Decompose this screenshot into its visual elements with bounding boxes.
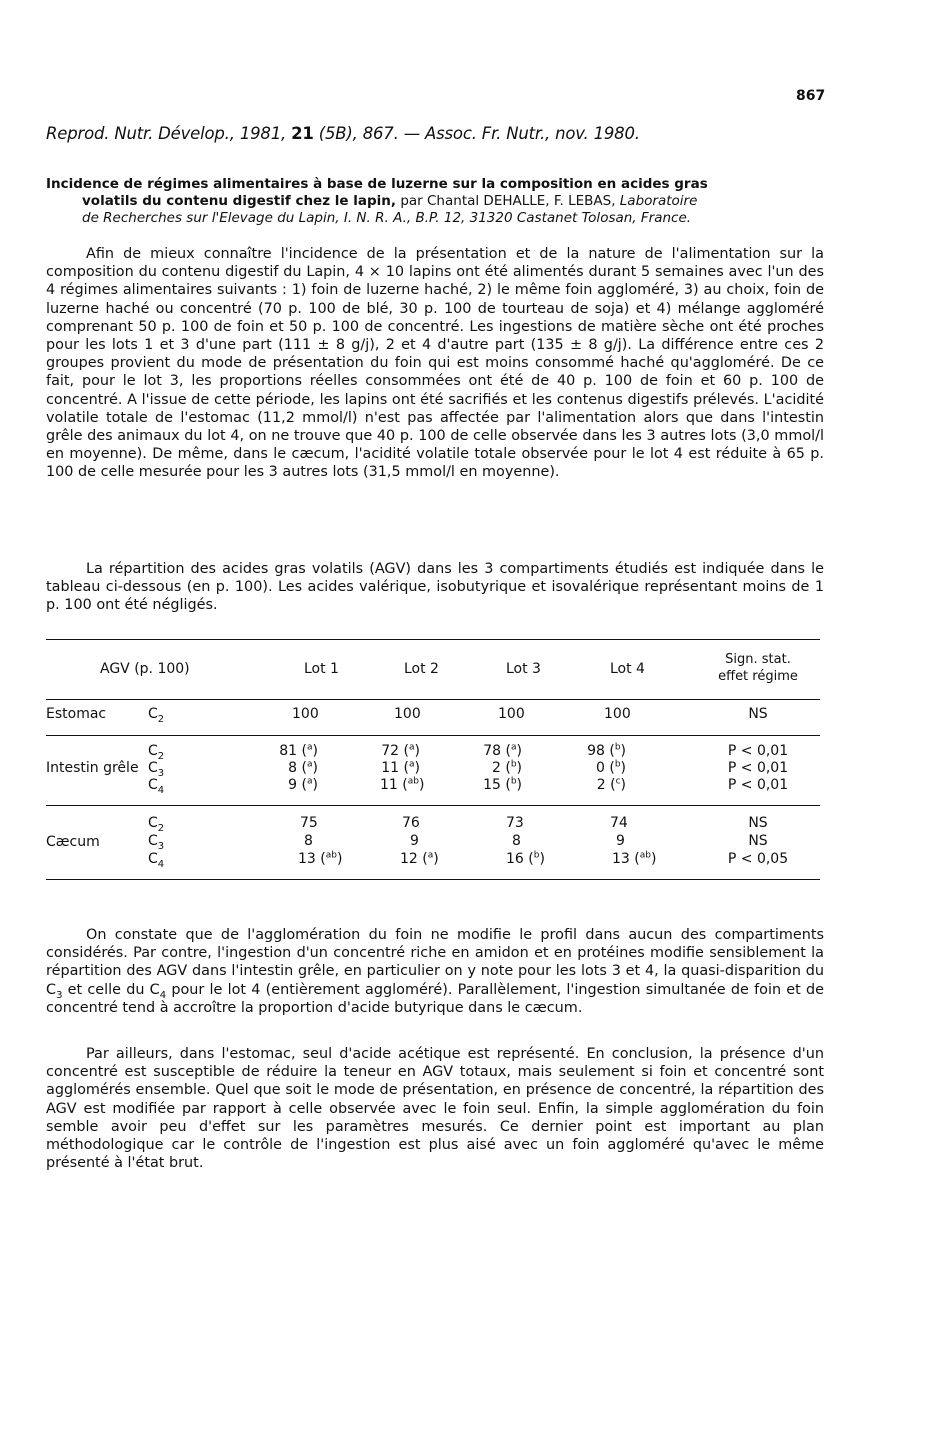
page-number: 867 — [796, 88, 826, 104]
table-rule-top — [46, 639, 820, 640]
cell-value: 8 — [304, 833, 313, 849]
cell-value: 9 — [616, 833, 625, 849]
cell-value: 73 — [506, 815, 524, 831]
cell-value: 74 — [610, 815, 628, 831]
cell-value: 2 ($^c$) — [596, 776, 626, 793]
paragraph-conclusion-text: Par ailleurs, dans l'estomac, seul d'acide acétique est représenté. En conclusion, la présence d'un concentré est susceptible de réduire la teneur en AGV totaux, mais seulement si foin et concentré sont agglomérés ensemble. Quel que soit le mode de présentation, en présence de concentré, la répartition des AGV est modifiée par rapport à celle observée avec le foin seul. Enfin, la simple agglomération du foin semble avoir peu d'effet sur les paramètres mesurés. Ce dernier point est important au plan méthodologique car le contrôle de l'ingestion est plus aisé avec un foin aggloméré qu'avec le même présenté à l'état brut. — [46, 1046, 824, 1172]
cell-value: 75 — [300, 815, 318, 831]
cell-value: 15 ($^b$) — [483, 776, 522, 793]
affiliation-lead: Laboratoire — [615, 193, 698, 209]
cell-stat: P < 0,05 — [727, 851, 789, 867]
acid-label: $C_3$ — [148, 760, 165, 779]
cell-value: 8 — [512, 833, 521, 849]
cell-value: 98 ($^b$) — [587, 742, 626, 759]
article-title-end: volatils du contenu digestif chez le lapin, — [82, 193, 397, 209]
journal-volume: 21 — [291, 124, 314, 143]
table-rule-header — [46, 699, 820, 700]
acid-label: $C_2$ — [148, 815, 165, 834]
journal-year: 1981, — [239, 124, 287, 143]
header-lot2: Lot 2 — [404, 661, 439, 677]
row-label-estomac: Estomac — [46, 706, 107, 722]
paragraph-conclusion — [46, 1045, 824, 1172]
paragraph-intro — [46, 245, 824, 482]
agv-table — [46, 639, 820, 881]
cell-value: 9 ($^a$) — [288, 776, 318, 793]
article-title-line1: Incidence de régimes alimentaires à base de luzerne sur la composition en acides gras — [46, 176, 708, 192]
paragraph-findings: On constate que de l'agglomération du foin ne modifie le profil dans aucun des compartiments considérés. Par contre, l'ingestion d'un concentré riche en amidon et en protéines modifie sensiblement la répartition des AGV dans l'intestin grêle, en particulier on y note pour les lots 3 et 4, la quasi-disparition du $C_3$ et celle du $C_4$ pour le lot 4 (entièrement aggloméré). Parallèlement, l'ingestion simultanée de foin et de concentré tend à accroître la proportion d'acide butyrique dans le cæcum. — [46, 927, 824, 1016]
header-stat-line2: effet régime — [718, 669, 798, 684]
journal-citation — [46, 124, 640, 143]
header-lot1: Lot 1 — [304, 661, 339, 677]
journal-issue-pages: (5B), 867. — Assoc. Fr. Nutr., nov. 1980. — [318, 124, 640, 143]
cell-stat: P < 0,01 — [727, 777, 789, 793]
journal-name: Reprod. Nutr. Dévelop., — [46, 124, 235, 143]
cell-value: 11 ($^{ab}$) — [380, 776, 425, 793]
paragraph-agv — [46, 560, 824, 615]
cell-value: 78 ($^a$) — [483, 742, 522, 759]
table-rule-estomac — [46, 735, 820, 736]
acid-label: $C_2$ — [148, 743, 165, 762]
cell-stat: P < 0,01 — [727, 760, 789, 776]
cell-value: 9 — [410, 833, 419, 849]
cell-value: 16 ($^b$) — [506, 850, 545, 867]
cell-value: 100 — [604, 706, 631, 722]
header-lot3: Lot 3 — [506, 661, 541, 677]
acid-label: $C_4$ — [148, 777, 165, 796]
paragraph-intro-text: Afin de mieux connaître l'incidence de la présentation et de la nature de l'alimentation sur la composition du contenu digestif du Lapin, 4 × 10 lapins ont été alimentés durant 5 semaines avec l'un des 4 régimes alimentaires suivants : 1) foin de luzerne haché, 2) le même foin aggloméré, 3) au choix, foin de luzerne haché ou concentré (70 p. 100 de blé, 30 p. 100 de tourteau de soja) et 4) mélange aggloméré comprenant 50 p. 100 de foin et 50 p. 100 de concentré. Les ingestions de matière sèche ont été proches pour les lots 1 et 3 d'une part (111 ± 8 g/j), 2 et 4 d'autre part (135 ± 8 g/j). La différence entre ces 2 groupes provient du mode de présentation du foin qui est moins consommé haché qu'aggloméré. De ce fait, pour le lot 3, les proportions réelles consommées ont été de 40 p. 100 de foin et 60 p. 100 de concentré. A l'issue de cette période, les lapins ont été sacrifiés et les contenus digestifs prélevés. L'acidité volatile totale de l'estomac (11,2 mmol/l) n'est pas affectée par l'alimentation alors que dans l'intestin grêle des animaux du lot 4, on ne trouve que 40 p. 100 de celle observée dans les 3 autres lots (3,0 mmol/l en moyenne). De même, dans le cæcum, l'acidité volatile totale observée pour le lot 4 est réduite à 65 p. 100 de celle mesurée pour les 3 autres lots (31,5 mmol/l en moyenne). — [46, 246, 824, 481]
authors: par Chantal DEHALLE, F. LEBAS, — [396, 193, 616, 209]
cell-value: 81 ($^a$) — [279, 742, 318, 759]
paragraph-agv-text: La répartition des acides gras volatils (AGV) dans les 3 compartiments étudiés est indiquée dans le tableau ci-dessous (en p. 100). Les acides valérique, isobutyrique et isovalérique représentant moins de 1 p. 100 ont été négligés. — [46, 561, 824, 614]
cell-value: 0 ($^b$) — [595, 759, 626, 776]
cell-value: 100 — [394, 706, 421, 722]
cell-stat: NS — [748, 706, 768, 722]
cell-value: 100 — [498, 706, 525, 722]
acid-label: $C_3$ — [148, 833, 165, 852]
cell-value: 13 ($^{ab}$) — [612, 850, 657, 867]
acid-label: $C_4$ — [148, 851, 165, 870]
cell-stat: P < 0,01 — [727, 743, 789, 759]
cell-value: 2 ($^b$) — [491, 759, 522, 776]
header-lot4: Lot 4 — [610, 661, 645, 677]
affiliation: de Recherches sur l'Elevage du Lapin, I. N. R. A., B.P. 12, 31320 Castanet Tolosan, France. — [82, 210, 692, 226]
header-stat-line1: Sign. stat. — [725, 652, 791, 667]
cell-value: 100 — [292, 706, 319, 722]
cell-value: 76 — [402, 815, 420, 831]
row-label-intestin: Intestin grêle — [46, 760, 139, 776]
cell-value: 8 ($^a$) — [288, 759, 318, 776]
cell-value: 11 ($^a$) — [381, 759, 420, 776]
cell-value: 72 ($^a$) — [381, 742, 420, 759]
cell-stat: NS — [748, 833, 768, 849]
row-label-caecum: Cæcum — [46, 834, 100, 850]
acid-label: $C_2$ — [148, 706, 165, 725]
header-agv: AGV (p. 100) — [100, 661, 190, 677]
cell-value: 12 ($^a$) — [400, 850, 439, 867]
cell-value: 13 ($^{ab}$) — [298, 850, 343, 867]
article-title-block — [46, 176, 824, 227]
cell-stat: NS — [748, 815, 768, 831]
article-title-line2 — [46, 193, 824, 210]
table-rule-intestin — [46, 805, 820, 806]
table-rule-bottom — [46, 879, 820, 880]
